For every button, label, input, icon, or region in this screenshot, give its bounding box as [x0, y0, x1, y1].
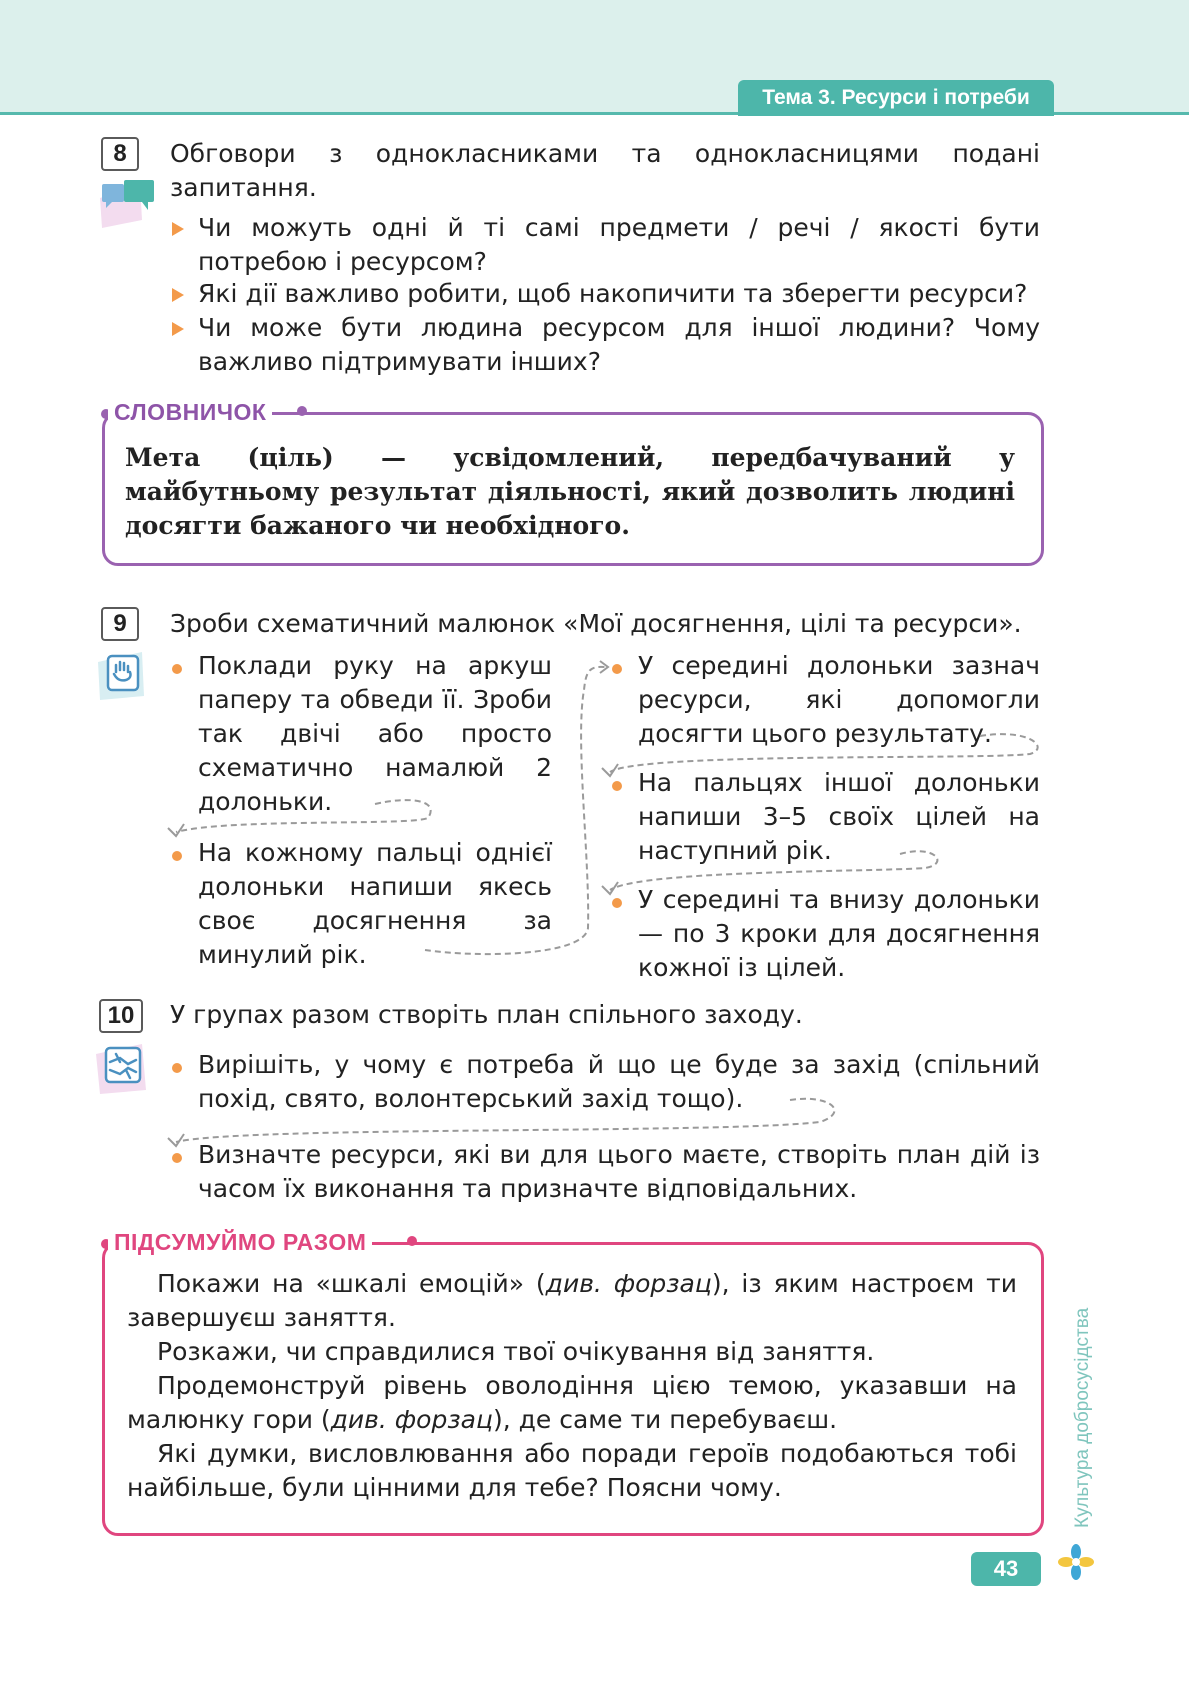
glossary-text: — усвідомлений, передбачуваний у майбутньому результат діяльності, який дозволить людині досягти бажаного чи необхідного.	[125, 443, 1015, 540]
bullet-marker	[172, 322, 184, 336]
bullet-marker	[612, 898, 622, 908]
task-9-step-2: На кожному пальці однієї долоньки напиши якесь своє досягнення за минулий рік.	[198, 838, 552, 969]
bullet-marker	[172, 1153, 182, 1163]
task-10-step-1: Вирішіть, у чому є потреба й що це буде за захід (спільний похід, свято, волонтерський захід тощо).	[198, 1050, 1040, 1113]
bullet-marker	[172, 851, 182, 861]
task-9-step-1: Поклади руку на аркуш паперу та обведи її. Зроби так двічі або просто схематично намалюй 2 долоньки.	[198, 651, 552, 816]
task-8-question-3: Чи може бути людина ресурсом для іншої людини? Чому важливо підтримувати інших?	[198, 313, 1040, 376]
summary-p3-start: Продемонструй рівень оволодіння цією темою, указавши на малюнку гори (	[127, 1371, 1017, 1434]
page-number: 43	[971, 1552, 1041, 1586]
glossary-frame	[102, 412, 1044, 566]
task-8-intro: Обговори з однокласниками та однокласницями подані запитання.	[170, 139, 1040, 202]
glossary-term: Мета (ціль)	[125, 443, 334, 472]
task-9-step-4: На пальцях іншої долоньки напиши 3–5 своїх цілей на наступний рік.	[638, 768, 1040, 865]
tablet-hand-icon	[96, 648, 152, 702]
summary-p1-end: ), із яким настроєм ти завершуєш заняття.	[127, 1269, 1017, 1332]
task-9-step-5: У середині та внизу долоньки — по 3 кроки для досягнення кожної із цілей.	[638, 885, 1040, 982]
glossary-definition	[125, 441, 1015, 543]
bullet-marker	[172, 288, 184, 302]
flower-icon	[1058, 1544, 1094, 1580]
task-9-number: 9	[101, 607, 139, 641]
glossary-title: СЛОВНИЧОК	[108, 398, 272, 426]
bullet-marker	[172, 664, 182, 674]
bullet-marker	[612, 664, 622, 674]
summary-p1-reference: див. форзац	[545, 1269, 712, 1298]
summary-p1-start: Покажи на «шкалі емоцій» (	[157, 1269, 546, 1298]
summary-paragraph-1	[127, 1267, 1017, 1335]
task-8-question-2: Які дії важливо робити, щоб накопичити та зберегти ресурси?	[198, 279, 1028, 308]
summary-frame	[102, 1242, 1044, 1536]
task-10-step-2: Визначте ресурси, які ви для цього маєте, створіть план дій із часом їх виконання та призначте відповідальних.	[198, 1140, 1040, 1203]
summary-paragraph-3	[127, 1369, 1017, 1437]
task-10-number: 10	[99, 999, 143, 1033]
task-10-intro: У групах разом створіть план спільного заходу.	[170, 1000, 803, 1029]
bullet-marker	[172, 222, 184, 236]
summary-title: ПІДСУМУЙМО РАЗОМ	[108, 1228, 372, 1256]
summary-p3-reference: див. форзац	[330, 1405, 493, 1434]
task-8-number: 8	[101, 137, 139, 171]
summary-paragraph-2: Розкажи, чи справдилися твої очікування від заняття.	[157, 1337, 875, 1366]
summary-paragraph-4: Які думки, висловлювання або поради героїв подобаються тобі найбільше, були цінними для тебе? Поясни чому.	[127, 1439, 1017, 1502]
task-8-question-1: Чи можуть одні й ті самі предмети / речі / якості бути потребою і ресурсом?	[198, 213, 1040, 276]
bullet-marker	[612, 781, 622, 791]
chat-bubbles-icon	[96, 176, 162, 232]
bullet-marker	[172, 1063, 182, 1073]
joined-hands-icon	[94, 1040, 156, 1096]
task-9-intro: Зроби схематичний малюнок «Мої досягнення, цілі та ресурси».	[170, 609, 1022, 638]
task-9-step-3: У середині долоньки зазнач ресурси, які допомогли досягти цього результату.	[638, 651, 1040, 748]
summary-p3-end: ), де саме ти перебуваєш.	[492, 1405, 838, 1434]
topic-tag: Тема 3. Ресурси і потреби	[738, 80, 1054, 116]
side-label: Культура добросусідства	[1072, 1307, 1093, 1528]
